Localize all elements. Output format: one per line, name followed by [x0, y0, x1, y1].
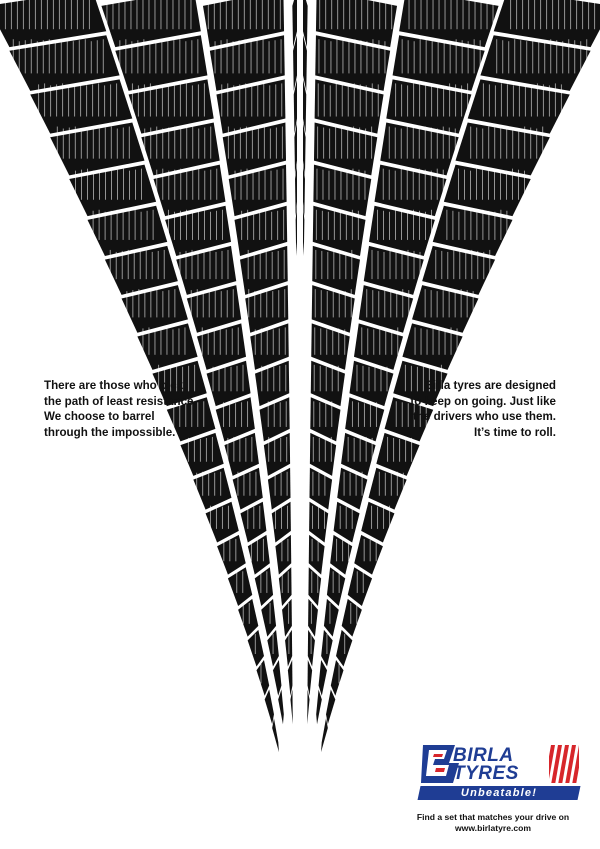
tread-block	[342, 599, 362, 637]
tread-block	[354, 535, 383, 575]
copy-left-paragraph	[44, 378, 244, 440]
tread-block	[369, 468, 407, 510]
cta-text: Find a set that matches your drive on	[416, 812, 570, 822]
tread-block	[278, 689, 284, 724]
tread-block	[348, 567, 372, 606]
tread-block	[275, 535, 291, 575]
tread-block	[326, 689, 335, 724]
tread-block	[193, 468, 231, 510]
tread-block	[255, 567, 273, 606]
tread-block	[256, 660, 269, 696]
tread-column	[303, 0, 308, 256]
birla-tyres-logo	[419, 743, 579, 801]
tread-block	[309, 535, 325, 575]
copy-left-line: There are those who pick	[44, 379, 184, 392]
call-to-action	[404, 812, 582, 834]
website-link[interactable]: www.birlatyre.com	[454, 823, 532, 833]
tread-block	[233, 468, 263, 510]
tread-block	[308, 567, 321, 606]
tread-block	[228, 567, 252, 606]
brand-tagline: Unbeatable!	[460, 787, 538, 799]
copy-right-line: to keep on going. Just like	[410, 394, 556, 408]
tread-block	[217, 535, 246, 575]
copy-right-line: the drivers who use them.	[412, 410, 556, 424]
tread-block	[337, 468, 367, 510]
brand-name-line2: TYRES	[453, 763, 519, 784]
copy-left-line: We choose to barrel	[44, 410, 155, 424]
copy-left-line: through the impossible.	[44, 425, 176, 439]
tread-block	[261, 599, 276, 637]
tread-column	[292, 0, 297, 256]
copy-right-line: Birla tyres are designed	[424, 379, 556, 392]
tread-block	[331, 660, 344, 696]
tread-block	[316, 689, 322, 724]
tread-block	[321, 718, 328, 752]
copy-right-line: It’s time to roll.	[473, 425, 556, 439]
tread-block	[272, 718, 279, 752]
copy-left-line: the path of least resistance.	[44, 394, 197, 408]
tread-block	[279, 567, 292, 606]
tread-block	[238, 599, 258, 637]
tread-block	[288, 660, 293, 696]
red-stripes-icon	[549, 745, 579, 783]
tread-block	[327, 567, 345, 606]
tread-block	[324, 599, 339, 637]
tread-block	[290, 689, 292, 724]
copy-right-paragraph	[356, 378, 556, 440]
tread-block	[308, 599, 318, 637]
tread-block	[282, 599, 292, 637]
brand-name-line1: BIRLA	[453, 745, 514, 766]
tread-block	[319, 660, 327, 696]
tread-block	[307, 689, 309, 724]
tread-block	[308, 660, 313, 696]
tread-block	[273, 660, 281, 696]
tread-block	[265, 689, 274, 724]
